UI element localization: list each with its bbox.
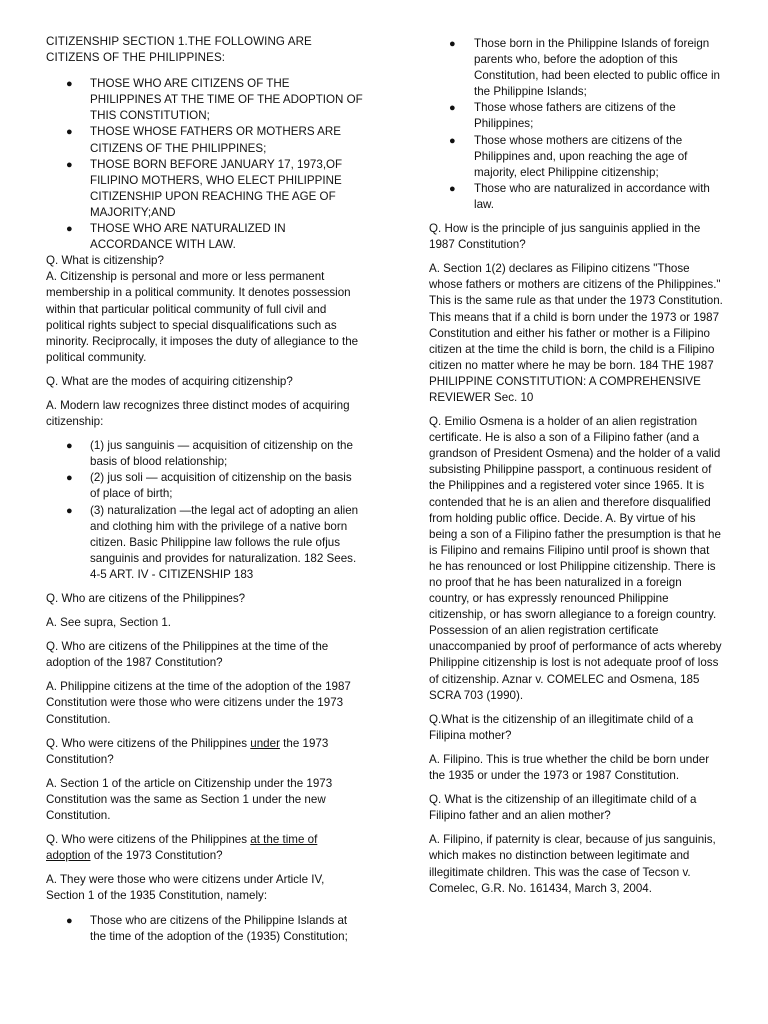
bullet-icon: ● xyxy=(66,504,73,517)
list-1935 xyxy=(46,913,364,945)
list-item: ● (1) jus sanguinis — acquisition of citizenship on the basis of blood relationship; xyxy=(66,439,353,469)
list-item: ● Those who are citizens of the Philippine Islands at the time of the adoption of the (1935) Constitution; xyxy=(66,913,348,943)
bullet-icon: ● xyxy=(66,914,73,927)
bullet-icon: ● xyxy=(66,223,73,236)
list-item: ● Those born in the Philippine Islands of foreign parents who, before the adoption of this Constitution, had been elected to public office in the Philippine Islands; xyxy=(449,37,720,99)
list-item: ● (2) jus soli — acquisition of citizenship on the basis of place of birth; xyxy=(66,471,352,501)
list-item: ● THOSE WHO ARE NATURALIZED IN ACCORDANCE WITH LAW. xyxy=(66,222,286,252)
question-answer: Q. Emilio Osmena is a holder of an alien registration certificate. He is also a son of a Filipino father (and a grandson of President Osmena) and the holder of a valid subsisting Philippine passport, a continuous resident of the Philippines and a registered voter since 1965. It is contended that he is an alien and therefore disqualified from holding public office. Decide. A. By virtue of his being a son of a Filipino father the presumption is that he is Filipino and remains Filipino until proof is shown that he has renounced or lost Philippine citizenship. There is no proof that he has been naturalized in a foreign country, or has expressly renounced Philippine citizenship, or has sworn allegiance to a foreign country. Possession of an alien registration certificate unaccompanied by proof of performance of acts whereby Philippine citizenship is lost is not adequate proof of loss of citizenship. Aznar v. COMELEC and Osmena, 185 SCRA 703 (1990). xyxy=(429,415,722,702)
question: Q. What is citizenship? xyxy=(46,254,164,268)
list-item: ● Those whose fathers are citizens of the Philippines; xyxy=(449,101,676,131)
answer: A. See supra, Section 1. xyxy=(46,616,172,630)
section-heading: CITIZENSHIP SECTION 1.THE FOLLOWING ARE CITIZENS OF THE PHILIPPINES: xyxy=(46,35,312,65)
question: Q. Who were citizens of the Philippines at the time of adoption of the 1973 Constitution? xyxy=(46,833,318,863)
heading-list xyxy=(46,76,364,253)
question: Q. Who are citizens of the Philippines? xyxy=(46,592,246,605)
answer: A. Filipino. This is true whether the child be born under the 1935 or under the 1973 or 1987 Constitution. xyxy=(429,752,710,783)
question: Q. Who were citizens of the Philippines under the 1973 Constitution? xyxy=(46,736,329,766)
list-item: ● Those who are naturalized in accordance with law. xyxy=(449,181,710,211)
bullet-icon: ● xyxy=(66,158,73,171)
left-column xyxy=(46,34,364,945)
list-1935-continued xyxy=(429,36,725,213)
bullet-icon: ● xyxy=(66,126,73,139)
answer: A. Section 1 of the article on Citizenship under the 1973 Constitution was the same as Section 1 under the new Constitution. xyxy=(46,776,333,823)
question: Q.What is the citizenship of an illegitimate child of a Filipina mother? xyxy=(429,712,694,742)
list-item: ● THOSE BORN BEFORE JANUARY 17, 1973,OF FILIPINO MOTHERS, WHO ELECT PHILIPPINE CITIZENSHIP UPON REACHING THE AGE OF MAJORITY;AND xyxy=(66,157,343,219)
question: Q. What are the modes of acquiring citizenship? xyxy=(46,374,293,388)
answer: A. Modern law recognizes three distinct modes of acquiring citizenship: xyxy=(46,398,350,429)
question: Q. How is the principle of jus sanguinis applied in the 1987 Constitution? xyxy=(429,222,701,252)
right-column xyxy=(429,36,725,905)
question: Q. Who are citizens of the Philippines at the time of the adoption of the 1987 Constitution? xyxy=(46,640,329,670)
bullet-icon: ● xyxy=(66,472,73,485)
bullet-icon: ● xyxy=(449,38,456,50)
list-item: ● Those whose mothers are citizens of the Philippines and, upon reaching the age of majority, elect Philippine citizenship; xyxy=(449,133,688,179)
answer: A. They were those who were citizens under Article IV, Section 1 of the 1935 Constitution, namely: xyxy=(46,873,325,903)
answer: A. Philippine citizens at the time of the adoption of the 1987 Constitution were those who were citizens under the 1973 Constitution. xyxy=(46,680,351,726)
list-item: ● THOSE WHOSE FATHERS OR MOTHERS ARE CITIZENS OF THE PHILIPPINES; xyxy=(66,125,342,155)
modes-list xyxy=(46,438,364,583)
bullet-icon: ● xyxy=(66,440,73,453)
list-item: ● THOSE WHO ARE CITIZENS OF THE PHILIPPINES AT THE TIME OF THE ADOPTION OF THIS CONSTITUTION; xyxy=(66,77,363,123)
bullet-icon: ● xyxy=(449,102,456,115)
question: Q. What is the citizenship of an illegitimate child of a Filipino father and an alien mother? xyxy=(429,793,697,823)
bullet-icon: ● xyxy=(66,78,73,91)
answer: A. Citizenship is personal and more or less permanent membership in a political community. It denotes possession within that particular political community of full civil and political rights subject to special disqualifications such as minority. Reciprocally, it imposes the duty of allegiance to the political community. xyxy=(46,270,359,364)
answer: A. Section 1(2) declares as Filipino citizens "Those whose fathers or mothers are citizens of the Philippines." This is the same rule as that under the 1973 Constitution. This means that if a child is born under the 1973 or 1987 Constitution and either his father or mother is a Filipino citizen at the time the child is born, the child is a Filipino citizen no matter where he may be born. 184 THE 1987 PHILIPPINE CONSTITUTION: A COMPREHENSIVE REVIEWER Sec. 10 xyxy=(429,262,723,404)
bullet-icon: ● xyxy=(449,134,456,147)
bullet-icon: ● xyxy=(449,182,456,195)
answer: A. Filipino, if paternity is clear, because of jus sanguinis, which makes no distinction between legitimate and illegitimate children. This was the case of Tecson v. Comelec, G.R. No. 161434, March 3, 2004. xyxy=(429,833,716,895)
list-item: ● (3) naturalization —the legal act of adopting an alien and clothing him with the privilege of a native born citizen. Basic Philippine law follows the rule ofjus sanguinis and provides for naturalization. 182 Sees. 4-5 ART. IV - CITIZENSHIP 183 xyxy=(66,503,359,581)
